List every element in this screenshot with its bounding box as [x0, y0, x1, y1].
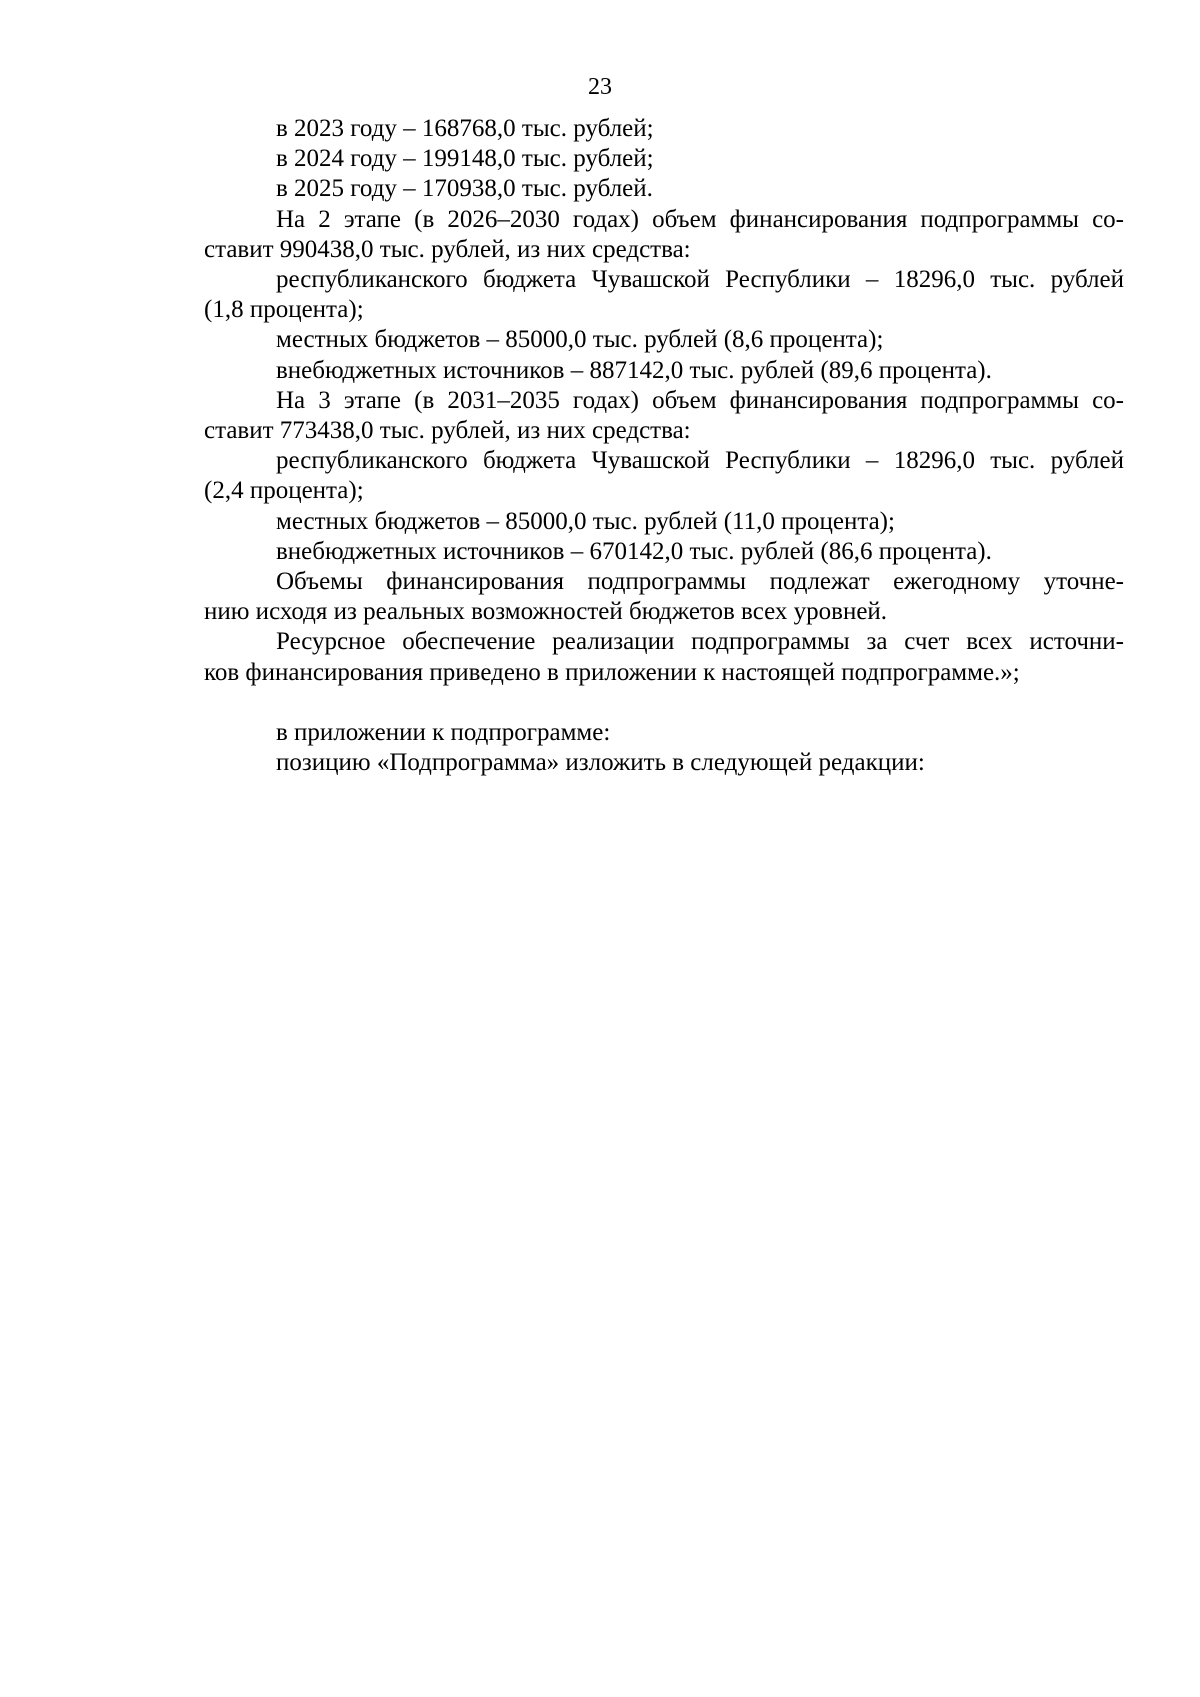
text-line: ставит 990438,0 тыс. рублей, из них средства: [204, 235, 691, 263]
text-line: ставит 773438,0 тыс. рублей, из них средства: [204, 417, 691, 445]
text-line: На 3 этапе (в 2031–2035 годах) объем финансирования подпрограммы со- [276, 386, 1124, 414]
document-body [204, 114, 1124, 778]
text-line: в 2025 году – 170938,0 тыс. рублей. [276, 175, 653, 203]
paragraph-gap [204, 688, 1124, 718]
text-line: местных бюджетов – 85000,0 тыс. рублей (11,0 процента); [276, 507, 895, 535]
text-line: нию исходя из реальных возможностей бюджетов всех уровней. [204, 598, 888, 626]
text-line: местных бюджетов – 85000,0 тыс. рублей (8,6 процента); [276, 326, 884, 354]
text-line: Ресурсное обеспечение реализации подпрограммы за счет всех источни- [276, 628, 1124, 656]
text-line: (1,8 процента); [204, 296, 364, 324]
text-line: республиканского бюджета Чувашской Республики – 18296,0 тыс. рублей [276, 266, 1124, 294]
text-line: в 2023 году – 168768,0 тыс. рублей; [276, 115, 654, 142]
text-line: внебюджетных источников – 670142,0 тыс. рублей (86,6 процента). [276, 537, 992, 565]
text-line: позицию «Подпрограмма» изложить в следующей редакции: [276, 749, 925, 777]
text-line: внебюджетных источников – 887142,0 тыс. рублей (89,6 процента). [276, 356, 992, 384]
text-line: в приложении к подпрограмме: [276, 718, 611, 746]
text-line: Объемы финансирования подпрограммы подлежат ежегодному уточне- [276, 568, 1124, 596]
text-line: ков финансирования приведено в приложении к настоящей подпрограмме.»; [204, 658, 1020, 686]
text-line: республиканского бюджета Чувашской Республики – 18296,0 тыс. рублей [276, 447, 1124, 475]
page-number: 23 [588, 74, 612, 100]
text-line: в 2024 году – 199148,0 тыс. рублей; [276, 145, 654, 173]
text-line: На 2 этапе (в 2026–2030 годах) объем финансирования подпрограммы со- [276, 205, 1124, 233]
text-line: (2,4 процента); [204, 477, 364, 505]
